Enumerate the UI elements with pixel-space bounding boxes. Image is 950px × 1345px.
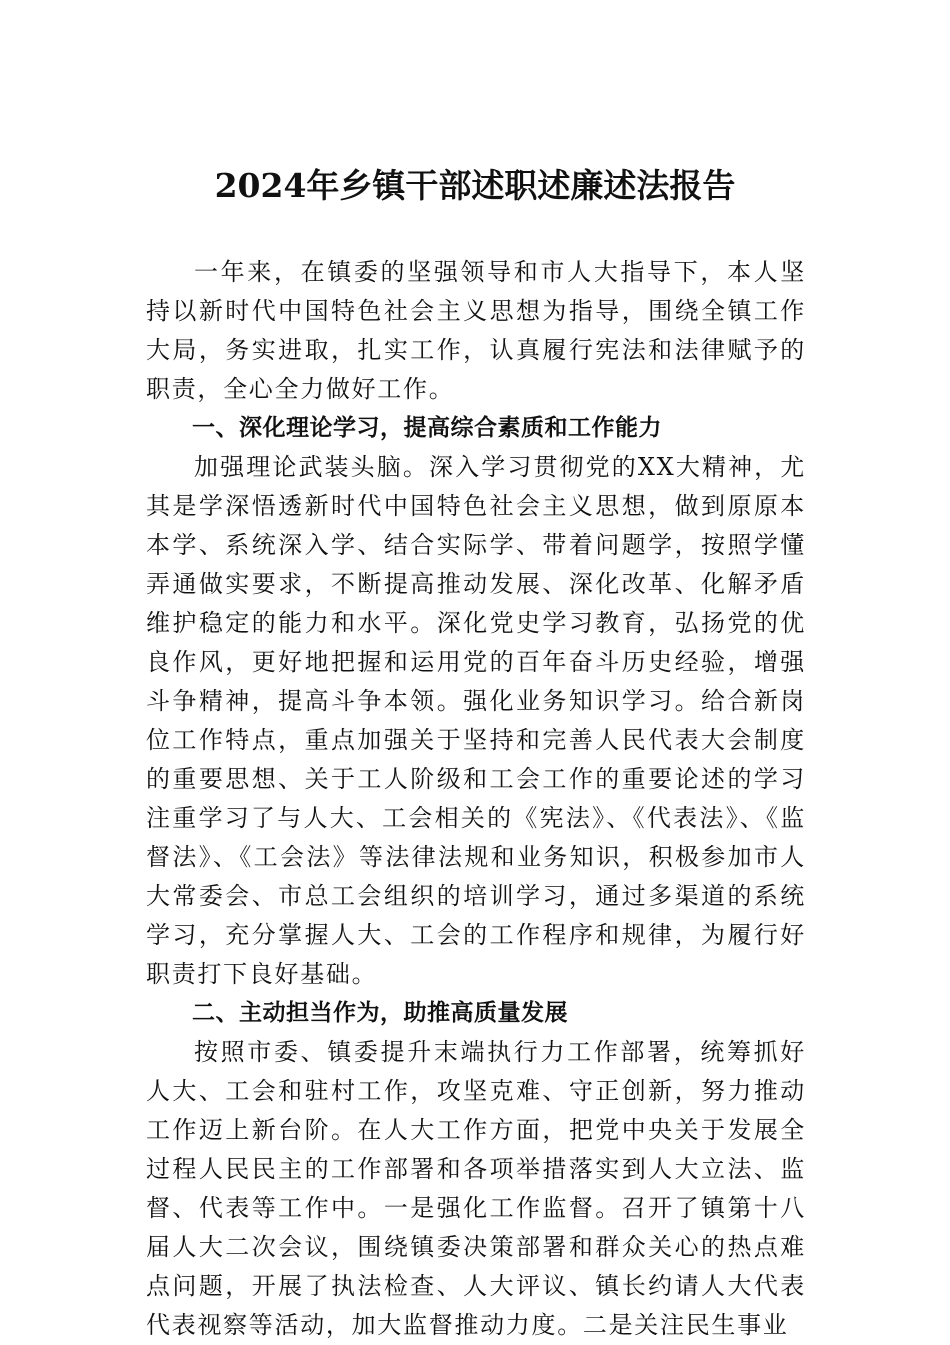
section-heading-2: 二、主动担当作为，助推高质量发展 bbox=[192, 1000, 568, 1026]
document-title: 2024年乡镇干部述职述廉述法报告 bbox=[214, 166, 736, 205]
section-paragraph-1: 加强理论武装头脑。深入学习贯彻党的XX大精神，尤其是学深悟透新时代中国特色社会主义思想，做到原原本本学、系统深入学、结合实际学、带着问题学，按照学懂弄通做实要求，不断提高推动发展、深化改革、化解矛盾维护稳定的能力和水平。深化党史学习教育，弘扬党的优良作风，更好地把握和运用党的百年奋斗历史经验，增强斗争精神，提高斗争本领。强化业务知识学习。给合新岗位工作特点，重点加强关于坚持和完善人民代表大会制度的重要思想、关于工人阶级和工会工作的重要论述的学习注重学习了与人大、工会相关的《宪法》、《代表法》、《监督法》、《工会法》等法律法规和业务知识，积极参加市人大常委会、市总工会组织的培训学习，通过多渠道的系统学习，充分掌握人大、工会的工作程序和规律，为履行好职责打下良好基础。 bbox=[146, 453, 806, 988]
document-body bbox=[146, 253, 806, 1345]
section-paragraph-2: 按照市委、镇委提升末端执行力工作部署，统筹抓好人大、工会和驻村工作，攻坚克难、守正创新，努力推动工作迈上新台阶。在人大工作方面，把党中央关于发展全过程人民民主的工作部署和各项举措落实到人大立法、监督、代表等工作中。一是强化工作监督。召开了镇第十八届人大二次会议，围绕镇委决策部署和群众关心的热点难点问题，开展了执法检查、人大评议、镇长约请人大代表代表视察等活动，加大监督推动力度。二是关注民生事业 bbox=[146, 1038, 806, 1339]
intro-paragraph: 一年来，在镇委的坚强领导和市人大指导下，本人坚持以新时代中国特色社会主义思想为指导，围绕全镇工作大局，务实进取，扎实工作，认真履行宪法和法律赋予的职责，全心全力做好工作。 bbox=[146, 258, 806, 403]
section-heading-1: 一、深化理论学习，提高综合素质和工作能力 bbox=[192, 415, 662, 441]
